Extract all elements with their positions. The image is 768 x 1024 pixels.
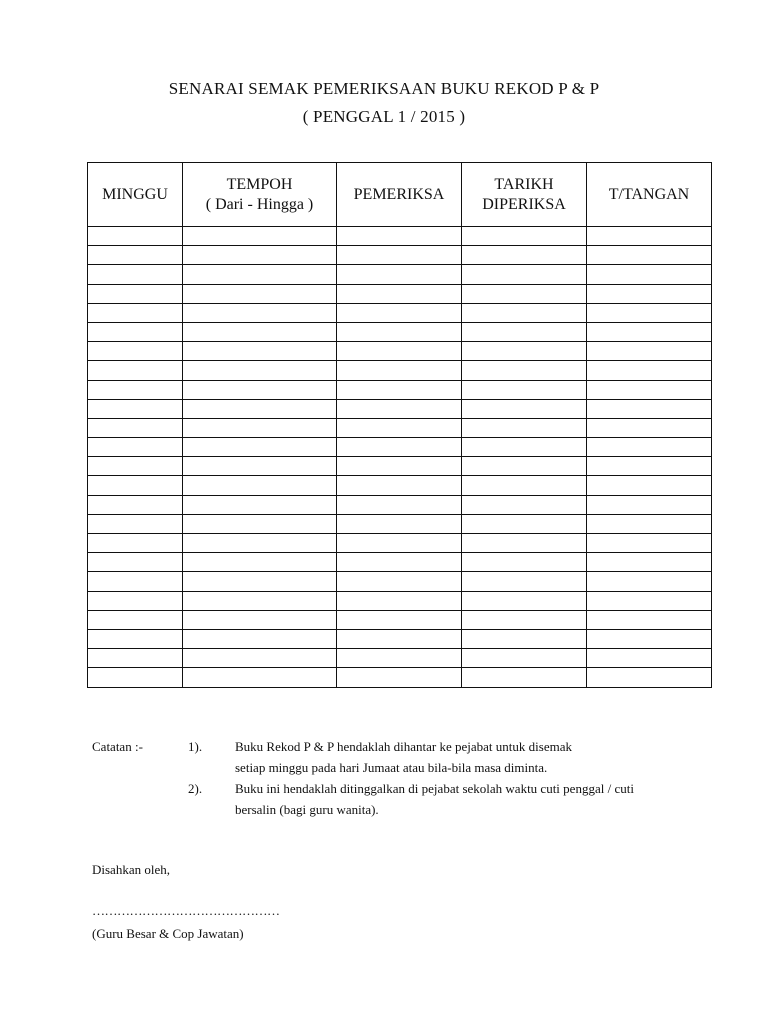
table-row xyxy=(88,629,712,648)
table-row xyxy=(88,649,712,668)
signature-line: ……………………………………… xyxy=(92,903,280,918)
table-row xyxy=(88,418,712,437)
header-sublabel: ( Dari - Hingga ) xyxy=(205,195,314,213)
table-row xyxy=(88,438,712,457)
header-label: T/TANGAN xyxy=(608,185,690,203)
table-cell xyxy=(462,227,587,246)
table-cell xyxy=(183,534,337,553)
table-cell xyxy=(337,399,462,418)
table-cell xyxy=(462,553,587,572)
table-cell xyxy=(337,572,462,591)
table-cell xyxy=(183,629,337,648)
table-cell xyxy=(337,476,462,495)
table-row xyxy=(88,476,712,495)
table-cell xyxy=(337,534,462,553)
table-row xyxy=(88,514,712,533)
table-cell xyxy=(88,668,183,687)
table-cell xyxy=(88,514,183,533)
table-cell xyxy=(88,495,183,514)
table-cell xyxy=(183,303,337,322)
table-cell xyxy=(462,629,587,648)
table-cell xyxy=(88,399,183,418)
table-cell xyxy=(462,265,587,284)
table-cell xyxy=(183,514,337,533)
table-cell xyxy=(88,361,183,380)
header-label: TARIKH xyxy=(494,175,554,193)
document-subtitle: ( PENGGAL 1 / 2015 ) xyxy=(302,107,466,126)
table-cell xyxy=(183,246,337,265)
table-cell xyxy=(337,265,462,284)
table-cell xyxy=(183,668,337,687)
table-cell xyxy=(462,476,587,495)
table-cell xyxy=(88,303,183,322)
note-text: Buku Rekod P & P hendaklah dihantar ke pejabat untuk disemak xyxy=(235,739,572,754)
table-cell xyxy=(88,265,183,284)
table-cell xyxy=(337,227,462,246)
table-cell xyxy=(183,649,337,668)
table-row xyxy=(88,284,712,303)
table-cell xyxy=(587,284,712,303)
header-t-tangan xyxy=(587,163,712,227)
note-text: setiap minggu pada hari Jumaat atau bila-bila masa diminta. xyxy=(235,760,548,775)
table-cell xyxy=(587,668,712,687)
table-cell xyxy=(183,553,337,572)
table-cell xyxy=(462,495,587,514)
table-cell xyxy=(337,361,462,380)
table-cell xyxy=(587,649,712,668)
table-cell xyxy=(462,322,587,341)
table-cell xyxy=(587,457,712,476)
table-cell xyxy=(337,322,462,341)
table-row xyxy=(88,322,712,341)
table-cell xyxy=(337,553,462,572)
table-cell xyxy=(337,380,462,399)
table-cell xyxy=(587,227,712,246)
note-number: 2). xyxy=(188,781,203,796)
table-header-row xyxy=(88,163,712,227)
header-label: PEMERIKSA xyxy=(353,185,445,203)
table-cell xyxy=(183,572,337,591)
table-cell xyxy=(462,380,587,399)
table-cell xyxy=(88,553,183,572)
table-cell xyxy=(183,418,337,437)
table-row xyxy=(88,342,712,361)
table-cell xyxy=(587,438,712,457)
table-cell xyxy=(183,227,337,246)
table-cell xyxy=(183,476,337,495)
table-cell xyxy=(337,591,462,610)
table-cell xyxy=(183,438,337,457)
table-cell xyxy=(462,399,587,418)
table-cell xyxy=(88,284,183,303)
table-row xyxy=(88,457,712,476)
table-cell xyxy=(183,342,337,361)
table-cell xyxy=(462,438,587,457)
table-cell xyxy=(587,629,712,648)
header-tempoh xyxy=(183,163,337,227)
table-cell xyxy=(587,265,712,284)
table-cell xyxy=(337,610,462,629)
table-cell xyxy=(587,303,712,322)
table-cell xyxy=(88,322,183,341)
table-cell xyxy=(183,361,337,380)
table-cell xyxy=(183,591,337,610)
table-cell xyxy=(88,246,183,265)
table-cell xyxy=(462,514,587,533)
table-cell xyxy=(183,457,337,476)
table-cell xyxy=(587,553,712,572)
header-tarikh-diperiksa xyxy=(462,163,587,227)
table-cell xyxy=(462,572,587,591)
table-cell xyxy=(183,495,337,514)
table-cell xyxy=(183,380,337,399)
table-cell xyxy=(88,380,183,399)
table-cell xyxy=(587,495,712,514)
table-cell xyxy=(88,591,183,610)
table-row xyxy=(88,361,712,380)
table-cell xyxy=(587,610,712,629)
table-cell xyxy=(587,591,712,610)
table-cell xyxy=(587,246,712,265)
table-cell xyxy=(88,342,183,361)
table-cell xyxy=(337,246,462,265)
table-cell xyxy=(337,418,462,437)
header-minggu xyxy=(88,163,183,227)
table-cell xyxy=(88,476,183,495)
table-cell xyxy=(462,418,587,437)
table-cell xyxy=(88,649,183,668)
table-cell xyxy=(587,514,712,533)
table-cell xyxy=(587,322,712,341)
table-row xyxy=(88,610,712,629)
table-cell xyxy=(462,668,587,687)
table-cell xyxy=(183,610,337,629)
note-text: Buku ini hendaklah ditinggalkan di pejabat sekolah waktu cuti penggal / cuti xyxy=(235,781,634,796)
table-cell xyxy=(462,284,587,303)
table-cell xyxy=(462,342,587,361)
table-cell xyxy=(462,591,587,610)
table-row xyxy=(88,380,712,399)
table-cell xyxy=(462,303,587,322)
table-row xyxy=(88,399,712,418)
table-cell xyxy=(88,418,183,437)
table-row xyxy=(88,534,712,553)
table-cell xyxy=(587,418,712,437)
table-cell xyxy=(337,303,462,322)
table-cell xyxy=(337,495,462,514)
table-body xyxy=(88,227,712,688)
table-cell xyxy=(337,649,462,668)
header-label: MINGGU xyxy=(102,185,168,203)
table-cell xyxy=(587,342,712,361)
note-text: bersalin (bagi guru wanita). xyxy=(235,802,379,817)
table-cell xyxy=(88,534,183,553)
table-cell xyxy=(337,457,462,476)
table-row xyxy=(88,265,712,284)
table-cell xyxy=(462,457,587,476)
table-cell xyxy=(462,246,587,265)
table-row xyxy=(88,668,712,687)
table-row xyxy=(88,591,712,610)
table-cell xyxy=(88,610,183,629)
table-row xyxy=(88,227,712,246)
table-cell xyxy=(183,265,337,284)
notes-label: Catatan :- xyxy=(92,739,143,754)
table-cell xyxy=(337,438,462,457)
table-cell xyxy=(183,399,337,418)
table-cell xyxy=(337,629,462,648)
table-cell xyxy=(88,457,183,476)
table-cell xyxy=(462,610,587,629)
header-sublabel: DIPERIKSA xyxy=(482,195,566,213)
table-cell xyxy=(587,534,712,553)
table-cell xyxy=(587,380,712,399)
table-cell xyxy=(88,438,183,457)
table-cell xyxy=(462,649,587,668)
header-label: TEMPOH xyxy=(226,175,293,193)
table-cell xyxy=(587,572,712,591)
header-pemeriksa xyxy=(337,163,462,227)
table-cell xyxy=(587,361,712,380)
table-cell xyxy=(88,227,183,246)
table-cell xyxy=(88,629,183,648)
table-row xyxy=(88,303,712,322)
document-title: SENARAI SEMAK PEMERIKSAAN BUKU REKOD P & P xyxy=(168,79,600,98)
signatory-role: (Guru Besar & Cop Jawatan) xyxy=(92,926,244,941)
table-row xyxy=(88,553,712,572)
notes-section xyxy=(92,736,732,820)
table-cell xyxy=(337,342,462,361)
table-cell xyxy=(587,399,712,418)
table-row xyxy=(88,572,712,591)
approved-by-label: Disahkan oleh, xyxy=(92,862,170,877)
table-cell xyxy=(88,572,183,591)
table-cell xyxy=(337,284,462,303)
table-cell xyxy=(183,284,337,303)
table-row xyxy=(88,495,712,514)
table-cell xyxy=(462,361,587,380)
checklist-table xyxy=(87,162,712,688)
table-cell xyxy=(462,534,587,553)
table-cell xyxy=(587,476,712,495)
table-cell xyxy=(183,322,337,341)
note-number: 1). xyxy=(188,739,203,754)
table-cell xyxy=(337,514,462,533)
table-row xyxy=(88,246,712,265)
table-cell xyxy=(337,668,462,687)
